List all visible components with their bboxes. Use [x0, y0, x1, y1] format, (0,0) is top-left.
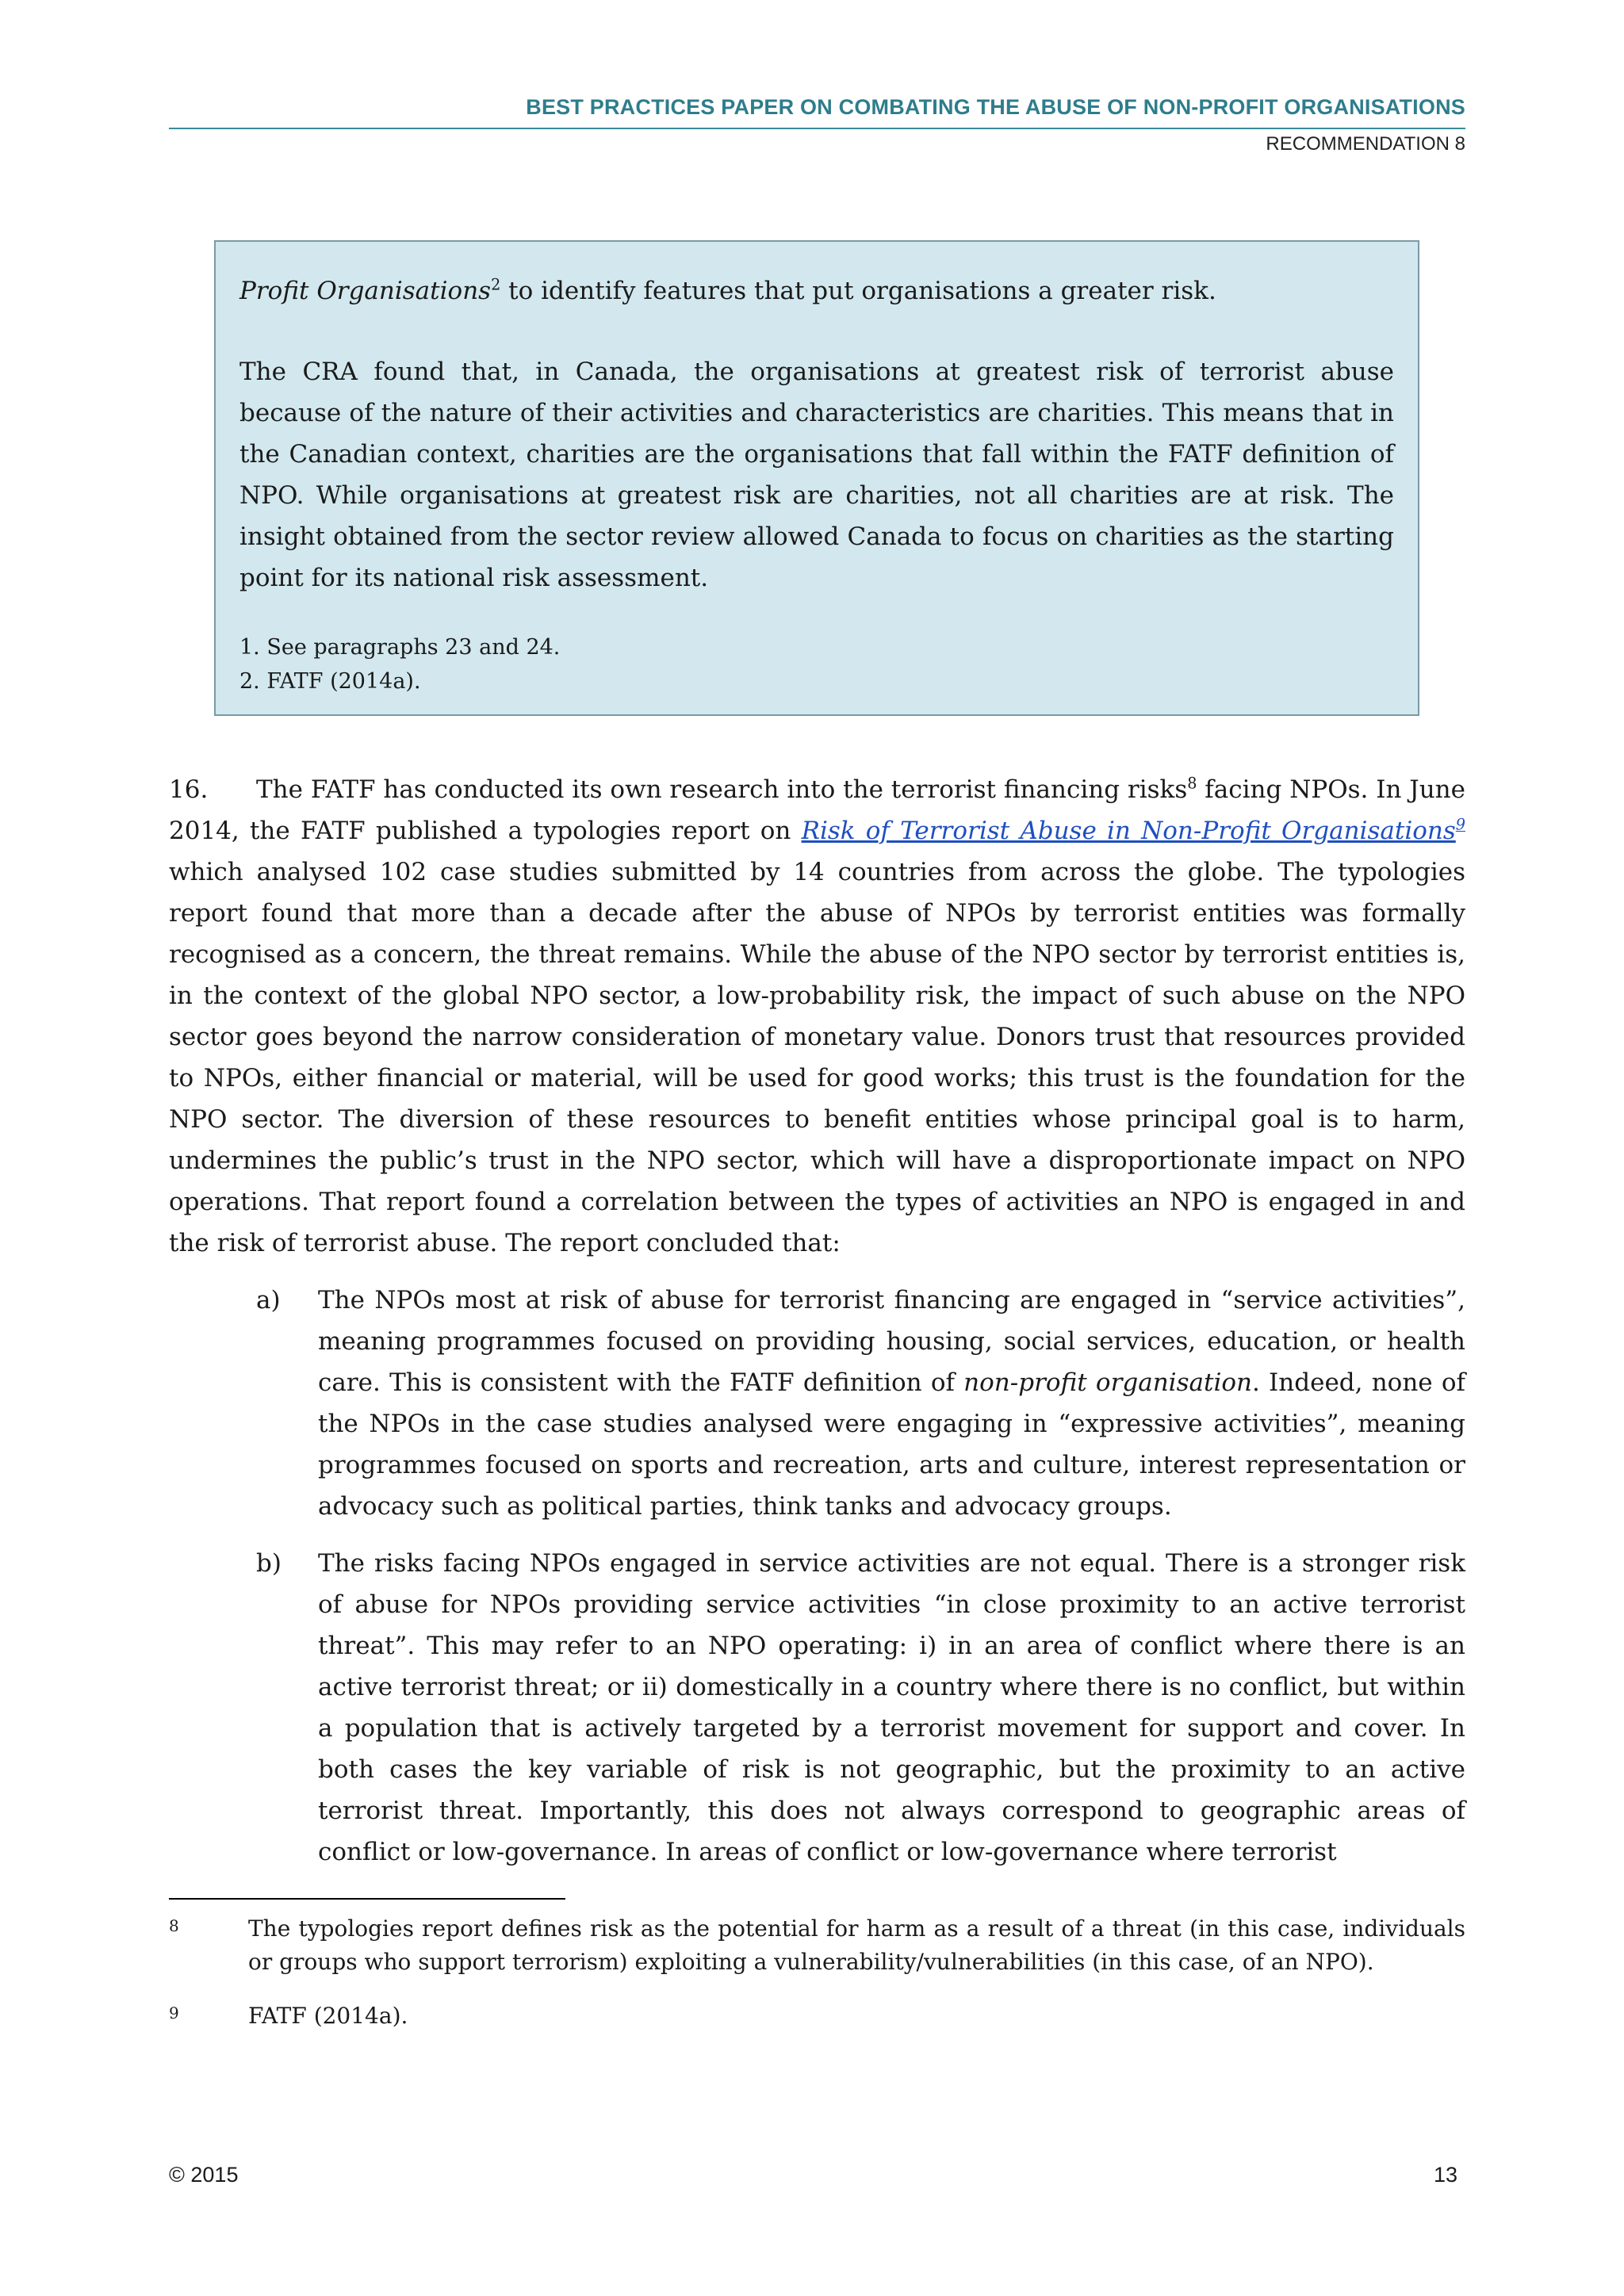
list-item-b: [256, 1543, 1465, 1873]
paragraph-16-text-b: facing NPOs. In June 2014, the FATF published a typologies report on: [169, 775, 1465, 845]
case-box-p1-text: to identify features that put organisations a greater risk.: [500, 277, 1216, 305]
paragraph-16-text-a: The FATF has conducted its own research into the terrorist financing risks: [256, 775, 1188, 804]
case-box-paragraph-2: The CRA found that, in Canada, the organisations at greatest risk of terrorist abuse because of the nature of their activities and characteristics are charities. This means that in the Canadian context, charities are the organisations that fall within the FATF definition of NPO. While organisations at greatest risk are charities, not all charities are at risk. The insight obtained from the sector review allowed Canada to focus on charities as the starting point for its national risk assessment.: [239, 358, 1394, 592]
list-marker-a: a): [256, 1286, 281, 1314]
list-body-b: The risks facing NPOs engaged in service activities are not equal. There is a stronger risk of abuse for NPOs providing service activities “in close proximity to an active terrorist threat”. This may refer to an NPO operating: i) in an area of conflict where there is an active terrorist threat; or ii) domestically in a country where there is no conflict, but within a population that is actively targeted by a terrorist movement for support and cover. In both cases the key variable of risk is not geographic, but the proximity to an active terrorist threat. Importantly, this does not always correspond to geographic areas of conflict or low-governance. In areas of conflict or low-governance where terrorist: [318, 1549, 1465, 1866]
footnote-8: [169, 1912, 1465, 1979]
case-box-paragraph-1: [239, 270, 1394, 312]
case-box-footnote-ref: 2: [491, 275, 501, 294]
page-number: 13: [1433, 2163, 1457, 2187]
report-link[interactable]: Risk of Terrorist Abuse in Non-Profit Organisations: [801, 817, 1456, 845]
paragraph-number: 16.: [169, 775, 209, 804]
main-body: [169, 769, 1465, 1873]
running-header-subtitle: RECOMMENDATION 8: [1266, 133, 1465, 155]
footnote-text: The typologies report defines risk as the potential for harm as a result of a threat (in this case, individuals or groups who support terrorism) exploiting a vulnerability/vulnerabilities (in this case, of an NPO).: [248, 1915, 1465, 1975]
footnote-ref-8[interactable]: 8: [1187, 774, 1197, 793]
list-body-a: [318, 1280, 1465, 1527]
list-marker-b: b): [256, 1549, 282, 1578]
footnote-text: FATF (2014a).: [248, 2003, 408, 2029]
footnotes: [169, 1912, 1465, 2053]
copyright: © 2015: [169, 2163, 239, 2187]
case-box-notes: [239, 630, 1394, 698]
list-a-text-2: . Indeed, none of the NPOs in the case studies analysed were engaging in “expressive activities”, meaning programmes focused on sports and recreation, arts and culture, interest representation or advocacy such as political parties, think tanks and advocacy groups.: [318, 1368, 1465, 1521]
footnote-number: 8: [169, 1916, 179, 1935]
paragraph-16: [169, 769, 1465, 1264]
case-study-box: [214, 240, 1419, 716]
footnote-number: 9: [169, 2003, 179, 2022]
running-header-title: BEST PRACTICES PAPER ON COMBATING THE ABUSE OF NON-PROFIT ORGANISATIONS: [526, 95, 1465, 119]
footnote-9: [169, 1999, 1465, 2033]
footnote-separator: [169, 1898, 565, 1900]
paragraph-16-text-c: which analysed 102 case studies submitted by 14 countries from across the globe. The typologies report found that more than a decade after the abuse of NPOs by terrorist entities was formally recognised as a concern, the threat remains. While the abuse of the NPO sector by terrorist entities is, in the context of the global NPO sector, a low-probability risk, the impact of such abuse on the NPO sector goes beyond the narrow consideration of monetary value. Donors trust that resources provided to NPOs, either financial or material, will be used for good works; this trust is the foundation for the NPO sector. The diversion of these resources to benefit entities whose principal goal is to harm, undermines the public’s trust in the NPO sector, which will have a disproportionate impact on NPO operations. That report found a correlation between the types of activities an NPO is engaged in and the risk of terrorist abuse. The report concluded that:: [169, 858, 1465, 1257]
case-box-italic-title: Profit Organisations: [239, 277, 492, 305]
list-a-text-1: The NPOs most at risk of abuse for terrorist financing are engaged in “service activities”, meaning programmes focused on providing housing, social services, education, or health care. This is consistent with the FATF definition of: [318, 1286, 1465, 1397]
footnote-ref-9[interactable]: 9: [1455, 815, 1465, 834]
list-a-italic: non-profit organisation: [963, 1368, 1252, 1397]
list-item-a: [256, 1280, 1465, 1527]
case-box-note-2: 2. FATF (2014a).: [239, 669, 421, 694]
header-rule: [169, 128, 1465, 129]
case-box-note-1: 1. See paragraphs 23 and 24.: [239, 635, 561, 660]
